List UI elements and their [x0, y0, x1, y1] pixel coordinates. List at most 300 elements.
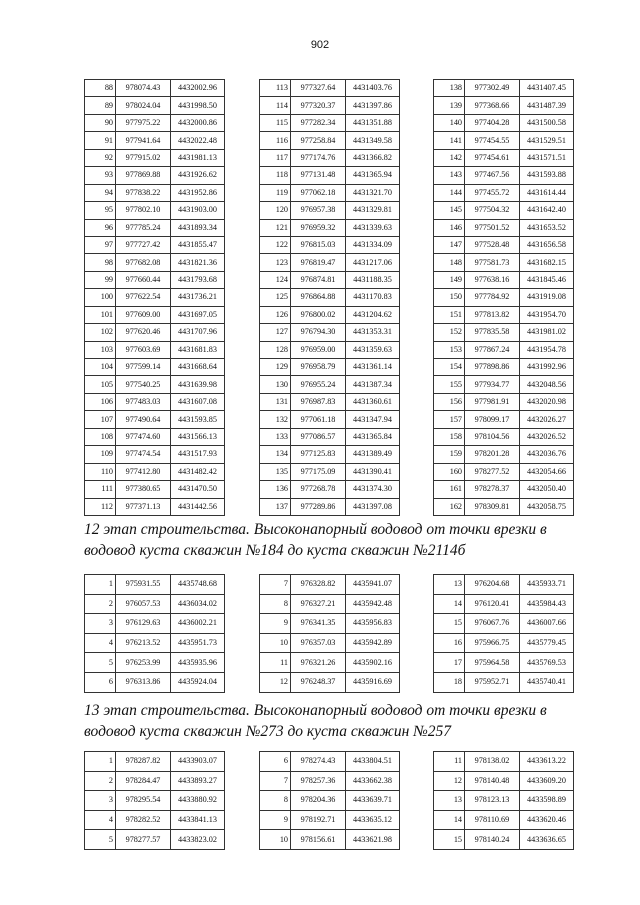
point-number-cell: 102 — [85, 324, 116, 341]
point-number-cell: 1 — [85, 752, 116, 772]
table-row — [85, 132, 225, 149]
y-coordinate-cell: 4435924.04 — [171, 672, 225, 692]
point-number-cell: 141 — [434, 132, 465, 149]
point-number-cell: 104 — [85, 359, 116, 376]
y-coordinate-cell: 4431656.58 — [520, 236, 574, 253]
x-coordinate-cell: 978110.69 — [465, 810, 520, 830]
y-coordinate-cell: 4431487.39 — [520, 97, 574, 114]
point-number-cell: 101 — [85, 306, 116, 323]
y-coordinate-cell: 4435740.41 — [520, 672, 574, 692]
point-number-cell: 14 — [434, 594, 465, 614]
table-row — [260, 411, 400, 428]
table-row — [260, 771, 400, 791]
x-coordinate-cell: 976213.52 — [116, 633, 171, 653]
table-row — [85, 202, 225, 219]
x-coordinate-cell: 977528.48 — [465, 236, 520, 253]
table-row — [85, 614, 225, 634]
table-row — [434, 289, 574, 306]
point-number-cell: 117 — [260, 149, 291, 166]
table-row — [434, 324, 574, 341]
y-coordinate-cell: 4431893.34 — [171, 219, 225, 236]
y-coordinate-cell: 4433893.27 — [171, 771, 225, 791]
x-coordinate-cell: 976120.41 — [465, 594, 520, 614]
point-number-cell: 130 — [260, 376, 291, 393]
y-coordinate-cell: 4432020.98 — [520, 393, 574, 410]
x-coordinate-cell: 976248.37 — [291, 672, 346, 692]
y-coordinate-cell: 4431981.13 — [171, 149, 225, 166]
point-number-cell: 107 — [85, 411, 116, 428]
point-number-cell: 9 — [260, 614, 291, 634]
table-row — [260, 393, 400, 410]
table-row — [434, 271, 574, 288]
table-row — [85, 114, 225, 131]
point-number-cell: 133 — [260, 428, 291, 445]
table-row — [260, 80, 400, 97]
table-row — [85, 306, 225, 323]
table-row — [434, 202, 574, 219]
x-coordinate-cell: 977915.02 — [116, 149, 171, 166]
table-row — [85, 428, 225, 445]
x-coordinate-cell: 977380.65 — [116, 481, 171, 498]
table-row — [260, 359, 400, 376]
point-number-cell: 145 — [434, 202, 465, 219]
point-number-cell: 4 — [85, 810, 116, 830]
x-coordinate-cell: 978282.52 — [116, 810, 171, 830]
page-number: 902 — [310, 39, 330, 51]
point-number-cell: 15 — [434, 830, 465, 850]
x-coordinate-cell: 977125.83 — [291, 446, 346, 463]
point-number-cell: 10 — [260, 633, 291, 653]
point-number-cell: 92 — [85, 149, 116, 166]
x-coordinate-cell: 978278.37 — [465, 481, 520, 498]
table-row — [260, 271, 400, 288]
table-row — [260, 575, 400, 595]
coordinates-table-stage-12-1 — [84, 574, 225, 693]
table-row — [85, 341, 225, 358]
x-coordinate-cell: 976321.26 — [291, 653, 346, 673]
y-coordinate-cell: 4433620.46 — [520, 810, 574, 830]
x-coordinate-cell: 977622.54 — [116, 289, 171, 306]
point-number-cell: 11 — [434, 752, 465, 772]
table-row — [434, 149, 574, 166]
point-number-cell: 99 — [85, 271, 116, 288]
x-coordinate-cell: 978140.48 — [465, 771, 520, 791]
table-row — [85, 771, 225, 791]
coordinates-table-stage-13-1 — [84, 751, 225, 850]
point-number-cell: 113 — [260, 80, 291, 97]
y-coordinate-cell: 4432026.52 — [520, 428, 574, 445]
table-row — [434, 306, 574, 323]
point-number-cell: 97 — [85, 236, 116, 253]
x-coordinate-cell: 977327.64 — [291, 80, 346, 97]
point-number-cell: 12 — [260, 672, 291, 692]
y-coordinate-cell: 4431668.64 — [171, 359, 225, 376]
y-coordinate-cell: 4431387.34 — [346, 376, 400, 393]
y-coordinate-cell: 4432000.86 — [171, 114, 225, 131]
heading-line: 13 этап строительства. Высоконапорный водовод от точки врезки в — [84, 702, 547, 719]
point-number-cell: 17 — [434, 653, 465, 673]
y-coordinate-cell: 4433639.71 — [346, 791, 400, 811]
x-coordinate-cell: 978277.57 — [116, 830, 171, 850]
y-coordinate-cell: 4431390.41 — [346, 463, 400, 480]
x-coordinate-cell: 975952.71 — [465, 672, 520, 692]
table-row — [85, 324, 225, 341]
x-coordinate-cell: 977320.37 — [291, 97, 346, 114]
y-coordinate-cell: 4431470.50 — [171, 481, 225, 498]
table-row — [85, 167, 225, 184]
y-coordinate-cell: 4433823.02 — [171, 830, 225, 850]
y-coordinate-cell: 4433841.13 — [171, 810, 225, 830]
table-row — [85, 463, 225, 480]
table-row — [434, 167, 574, 184]
y-coordinate-cell: 4435984.43 — [520, 594, 574, 614]
y-coordinate-cell: 4431707.96 — [171, 324, 225, 341]
x-coordinate-cell: 977371.13 — [116, 498, 171, 515]
y-coordinate-cell: 4431681.83 — [171, 341, 225, 358]
y-coordinate-cell: 4431593.88 — [520, 167, 574, 184]
x-coordinate-cell: 977131.48 — [291, 167, 346, 184]
x-coordinate-cell: 975964.58 — [465, 653, 520, 673]
y-coordinate-cell: 4431992.96 — [520, 359, 574, 376]
y-coordinate-cell: 4431954.70 — [520, 306, 574, 323]
x-coordinate-cell: 976800.02 — [291, 306, 346, 323]
y-coordinate-cell: 4433613.22 — [520, 752, 574, 772]
point-number-cell: 93 — [85, 167, 116, 184]
point-number-cell: 151 — [434, 306, 465, 323]
x-coordinate-cell: 977474.60 — [116, 428, 171, 445]
y-coordinate-cell: 4435941.07 — [346, 575, 400, 595]
y-coordinate-cell: 4435956.83 — [346, 614, 400, 634]
point-number-cell: 109 — [85, 446, 116, 463]
y-coordinate-cell: 4433662.38 — [346, 771, 400, 791]
x-coordinate-cell: 977412.80 — [116, 463, 171, 480]
x-coordinate-cell: 977802.10 — [116, 202, 171, 219]
point-number-cell: 137 — [260, 498, 291, 515]
point-number-cell: 5 — [85, 830, 116, 850]
y-coordinate-cell: 4431339.63 — [346, 219, 400, 236]
table-row — [434, 771, 574, 791]
table-row — [85, 149, 225, 166]
table-row — [85, 594, 225, 614]
x-coordinate-cell: 977660.44 — [116, 271, 171, 288]
y-coordinate-cell: 4432050.40 — [520, 481, 574, 498]
y-coordinate-cell: 4431397.08 — [346, 498, 400, 515]
table-row — [260, 463, 400, 480]
y-coordinate-cell: 4431653.52 — [520, 219, 574, 236]
point-number-cell: 89 — [85, 97, 116, 114]
table-row — [260, 324, 400, 341]
coordinates-table-1 — [84, 79, 225, 516]
point-number-cell: 115 — [260, 114, 291, 131]
x-coordinate-cell: 978024.04 — [116, 97, 171, 114]
point-number-cell: 14 — [434, 810, 465, 830]
y-coordinate-cell: 4435779.45 — [520, 633, 574, 653]
table-row — [260, 254, 400, 271]
x-coordinate-cell: 977368.66 — [465, 97, 520, 114]
x-coordinate-cell: 977490.64 — [116, 411, 171, 428]
y-coordinate-cell: 4433903.07 — [171, 752, 225, 772]
x-coordinate-cell: 977727.42 — [116, 236, 171, 253]
y-coordinate-cell: 4436034.02 — [171, 594, 225, 614]
y-coordinate-cell: 4431793.68 — [171, 271, 225, 288]
table-row — [260, 149, 400, 166]
table-row — [85, 672, 225, 692]
y-coordinate-cell: 4431188.35 — [346, 271, 400, 288]
table-row — [434, 653, 574, 673]
x-coordinate-cell: 977501.52 — [465, 219, 520, 236]
y-coordinate-cell: 4435933.71 — [520, 575, 574, 595]
y-coordinate-cell: 4431329.81 — [346, 202, 400, 219]
x-coordinate-cell: 975966.75 — [465, 633, 520, 653]
table-row — [85, 411, 225, 428]
point-number-cell: 124 — [260, 271, 291, 288]
point-number-cell: 153 — [434, 341, 465, 358]
x-coordinate-cell: 978287.82 — [116, 752, 171, 772]
table-row — [260, 202, 400, 219]
y-coordinate-cell: 4433635.12 — [346, 810, 400, 830]
point-number-cell: 152 — [434, 324, 465, 341]
point-number-cell: 129 — [260, 359, 291, 376]
point-number-cell: 138 — [434, 80, 465, 97]
table-row — [434, 633, 574, 653]
y-coordinate-cell: 4431697.05 — [171, 306, 225, 323]
x-coordinate-cell: 977975.22 — [116, 114, 171, 131]
y-coordinate-cell: 4431952.86 — [171, 184, 225, 201]
point-number-cell: 2 — [85, 771, 116, 791]
y-coordinate-cell: 4431334.09 — [346, 236, 400, 253]
y-coordinate-cell: 4431389.49 — [346, 446, 400, 463]
y-coordinate-cell: 4432026.27 — [520, 411, 574, 428]
table-row — [260, 481, 400, 498]
table-row — [260, 633, 400, 653]
x-coordinate-cell: 978309.81 — [465, 498, 520, 515]
x-coordinate-cell: 977467.56 — [465, 167, 520, 184]
point-number-cell: 7 — [260, 575, 291, 595]
point-number-cell: 128 — [260, 341, 291, 358]
x-coordinate-cell: 976067.76 — [465, 614, 520, 634]
y-coordinate-cell: 4431403.76 — [346, 80, 400, 97]
y-coordinate-cell: 4432054.66 — [520, 463, 574, 480]
point-number-cell: 95 — [85, 202, 116, 219]
point-number-cell: 8 — [260, 791, 291, 811]
point-number-cell: 155 — [434, 376, 465, 393]
coordinates-table-2 — [259, 79, 400, 516]
x-coordinate-cell: 977282.34 — [291, 114, 346, 131]
point-number-cell: 139 — [434, 97, 465, 114]
x-coordinate-cell: 977258.84 — [291, 132, 346, 149]
point-number-cell: 119 — [260, 184, 291, 201]
y-coordinate-cell: 4431500.58 — [520, 114, 574, 131]
x-coordinate-cell: 975931.55 — [116, 575, 171, 595]
table-row — [85, 575, 225, 595]
point-number-cell: 94 — [85, 184, 116, 201]
y-coordinate-cell: 4431359.63 — [346, 341, 400, 358]
table-row — [434, 114, 574, 131]
y-coordinate-cell: 4431682.15 — [520, 254, 574, 271]
table-row — [85, 80, 225, 97]
x-coordinate-cell: 978201.28 — [465, 446, 520, 463]
coordinates-table-3 — [433, 79, 574, 516]
y-coordinate-cell: 4435942.48 — [346, 594, 400, 614]
table-row — [260, 752, 400, 772]
y-coordinate-cell: 4431981.02 — [520, 324, 574, 341]
y-coordinate-cell: 4431855.47 — [171, 236, 225, 253]
point-number-cell: 140 — [434, 114, 465, 131]
y-coordinate-cell: 4431217.06 — [346, 254, 400, 271]
y-coordinate-cell: 4431204.62 — [346, 306, 400, 323]
table-row — [260, 810, 400, 830]
y-coordinate-cell: 4431642.40 — [520, 202, 574, 219]
y-coordinate-cell: 4431566.13 — [171, 428, 225, 445]
y-coordinate-cell: 4431365.84 — [346, 428, 400, 445]
table-row — [434, 341, 574, 358]
x-coordinate-cell: 977504.32 — [465, 202, 520, 219]
point-number-cell: 114 — [260, 97, 291, 114]
x-coordinate-cell: 976253.99 — [116, 653, 171, 673]
table-row — [434, 359, 574, 376]
table-row — [434, 810, 574, 830]
x-coordinate-cell: 977175.09 — [291, 463, 346, 480]
x-coordinate-cell: 977869.88 — [116, 167, 171, 184]
x-coordinate-cell: 976864.88 — [291, 289, 346, 306]
table-row — [260, 132, 400, 149]
table-row — [260, 672, 400, 692]
point-number-cell: 154 — [434, 359, 465, 376]
point-number-cell: 91 — [85, 132, 116, 149]
x-coordinate-cell: 977941.64 — [116, 132, 171, 149]
y-coordinate-cell: 4433609.20 — [520, 771, 574, 791]
x-coordinate-cell: 978274.43 — [291, 752, 346, 772]
point-number-cell: 132 — [260, 411, 291, 428]
x-coordinate-cell: 976794.30 — [291, 324, 346, 341]
x-coordinate-cell: 977785.24 — [116, 219, 171, 236]
y-coordinate-cell: 4431571.51 — [520, 149, 574, 166]
table-row — [85, 810, 225, 830]
table-row — [85, 393, 225, 410]
x-coordinate-cell: 978277.52 — [465, 463, 520, 480]
table-row — [260, 167, 400, 184]
x-coordinate-cell: 976815.03 — [291, 236, 346, 253]
x-coordinate-cell: 977455.72 — [465, 184, 520, 201]
x-coordinate-cell: 977603.69 — [116, 341, 171, 358]
table-row — [434, 575, 574, 595]
point-number-cell: 125 — [260, 289, 291, 306]
table-row — [434, 376, 574, 393]
y-coordinate-cell: 4432036.76 — [520, 446, 574, 463]
y-coordinate-cell: 4435902.16 — [346, 653, 400, 673]
point-number-cell: 5 — [85, 653, 116, 673]
y-coordinate-cell: 4431998.50 — [171, 97, 225, 114]
point-number-cell: 13 — [434, 791, 465, 811]
y-coordinate-cell: 4431954.78 — [520, 341, 574, 358]
y-coordinate-cell: 4431529.51 — [520, 132, 574, 149]
y-coordinate-cell: 4431517.93 — [171, 446, 225, 463]
x-coordinate-cell: 976955.24 — [291, 376, 346, 393]
x-coordinate-cell: 978204.36 — [291, 791, 346, 811]
table-row — [434, 614, 574, 634]
point-number-cell: 111 — [85, 481, 116, 498]
table-row — [260, 791, 400, 811]
x-coordinate-cell: 977454.61 — [465, 149, 520, 166]
y-coordinate-cell: 4436007.66 — [520, 614, 574, 634]
y-coordinate-cell: 4431351.88 — [346, 114, 400, 131]
point-number-cell: 150 — [434, 289, 465, 306]
table-row — [85, 481, 225, 498]
point-number-cell: 147 — [434, 236, 465, 253]
table-row — [85, 830, 225, 850]
x-coordinate-cell: 977483.03 — [116, 393, 171, 410]
x-coordinate-cell: 977835.58 — [465, 324, 520, 341]
y-coordinate-cell: 4432058.75 — [520, 498, 574, 515]
point-number-cell: 7 — [260, 771, 291, 791]
table-row — [85, 97, 225, 114]
x-coordinate-cell: 977867.24 — [465, 341, 520, 358]
table-row — [434, 791, 574, 811]
y-coordinate-cell: 4431349.58 — [346, 132, 400, 149]
x-coordinate-cell: 977404.28 — [465, 114, 520, 131]
point-number-cell: 123 — [260, 254, 291, 271]
y-coordinate-cell: 4431919.08 — [520, 289, 574, 306]
y-coordinate-cell: 4431903.00 — [171, 202, 225, 219]
table-row — [434, 254, 574, 271]
table-row — [260, 446, 400, 463]
y-coordinate-cell: 4435916.69 — [346, 672, 400, 692]
table-row — [85, 446, 225, 463]
point-number-cell: 105 — [85, 376, 116, 393]
x-coordinate-cell: 976129.63 — [116, 614, 171, 634]
point-number-cell: 112 — [85, 498, 116, 515]
table-row — [260, 341, 400, 358]
table-row — [85, 219, 225, 236]
y-coordinate-cell: 4435942.89 — [346, 633, 400, 653]
x-coordinate-cell: 977813.82 — [465, 306, 520, 323]
point-number-cell: 2 — [85, 594, 116, 614]
y-coordinate-cell: 4433598.89 — [520, 791, 574, 811]
point-number-cell: 108 — [85, 428, 116, 445]
point-number-cell: 12 — [434, 771, 465, 791]
x-coordinate-cell: 976357.03 — [291, 633, 346, 653]
point-number-cell: 106 — [85, 393, 116, 410]
x-coordinate-cell: 976057.53 — [116, 594, 171, 614]
y-coordinate-cell: 4435951.73 — [171, 633, 225, 653]
table-row — [434, 446, 574, 463]
point-number-cell: 100 — [85, 289, 116, 306]
point-number-cell: 158 — [434, 428, 465, 445]
point-number-cell: 10 — [260, 830, 291, 850]
x-coordinate-cell: 977934.77 — [465, 376, 520, 393]
y-coordinate-cell: 4431353.31 — [346, 324, 400, 341]
y-coordinate-cell: 4433636.65 — [520, 830, 574, 850]
x-coordinate-cell: 976959.32 — [291, 219, 346, 236]
point-number-cell: 6 — [260, 752, 291, 772]
table-row — [434, 594, 574, 614]
point-number-cell: 135 — [260, 463, 291, 480]
table-row — [434, 498, 574, 515]
point-number-cell: 126 — [260, 306, 291, 323]
y-coordinate-cell: 4435748.68 — [171, 575, 225, 595]
point-number-cell: 6 — [85, 672, 116, 692]
point-number-cell: 121 — [260, 219, 291, 236]
table-row — [260, 236, 400, 253]
point-number-cell: 110 — [85, 463, 116, 480]
y-coordinate-cell: 4431321.70 — [346, 184, 400, 201]
section-heading-stage-13 — [84, 700, 547, 742]
heading-line: водовод куста скважин №184 до куста скважин №2114б — [84, 542, 466, 559]
x-coordinate-cell: 978104.56 — [465, 428, 520, 445]
y-coordinate-cell: 4431442.56 — [171, 498, 225, 515]
table-row — [434, 752, 574, 772]
x-coordinate-cell: 977638.16 — [465, 271, 520, 288]
